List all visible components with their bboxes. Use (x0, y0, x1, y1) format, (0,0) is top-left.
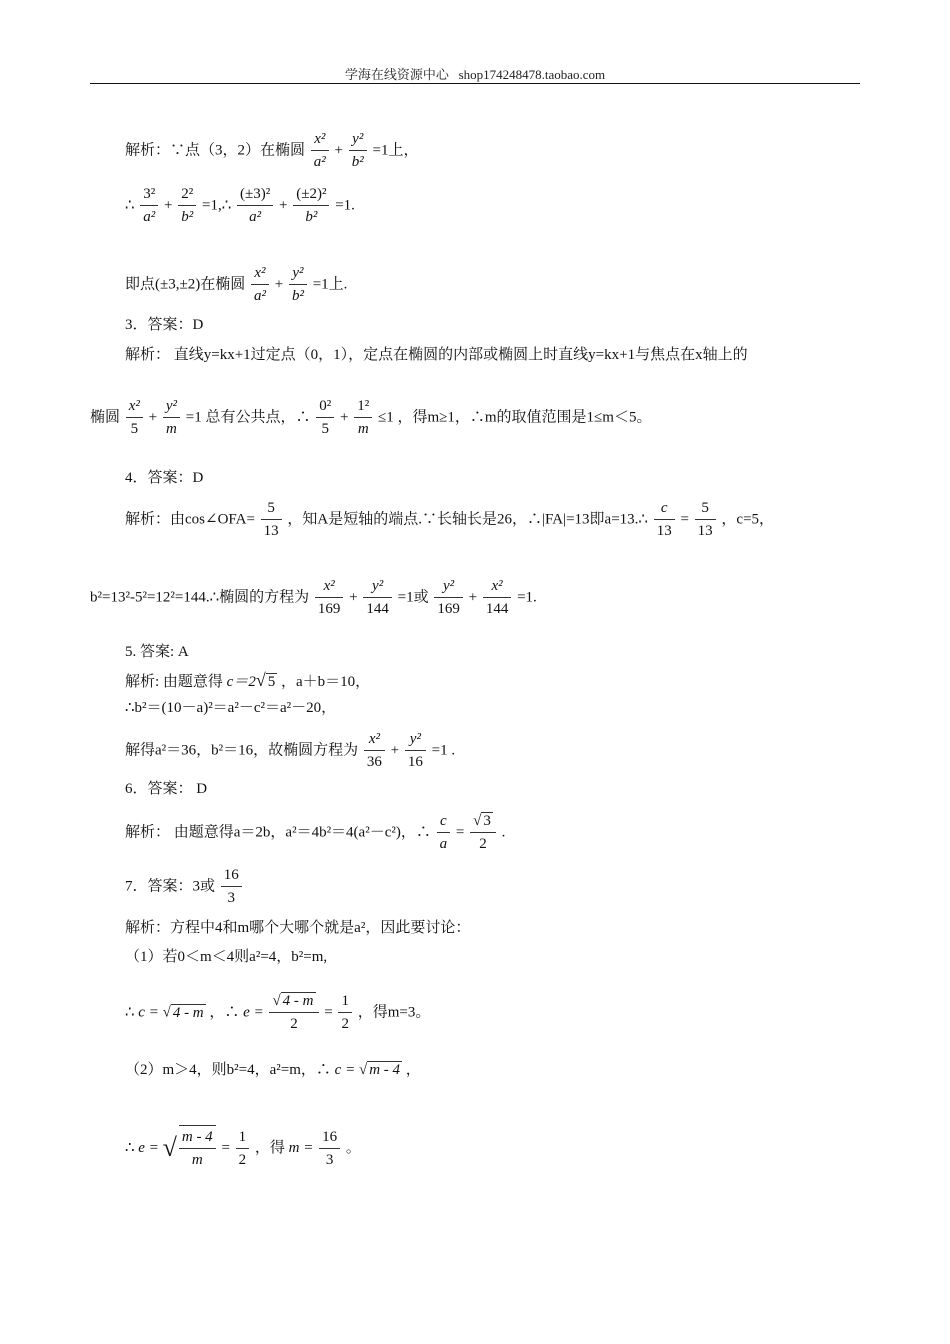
fraction: $\frac{\text{3²}}{\text{a²}}$ (140, 183, 158, 228)
fraction: $\frac{\text{x²}}{36}$ (364, 728, 385, 773)
q6-answer: 6．答案： D (125, 781, 208, 797)
fraction: $\frac{1}{2}$ (236, 1126, 250, 1171)
fraction: $\frac{\text{y²}}{m}$ (163, 395, 180, 440)
q4-explanation-2: b²=13²-5²=12²=144.∴椭圆的方程为 $\frac{\text{x²}}{169}$ + $\frac{\text{y²}}{144}$ =1或 $\frac{\text{y²}}{169}$ + $\frac{\text{x²}}{144}$ =1. (90, 575, 537, 620)
q3-explanation: 解析： 直线y=kx+1过定点（0，1），定点在椭圆的内部或椭圆上时直线y=kx+1与焦点在x轴上的 (125, 347, 748, 363)
q4-explanation: 解析：由cos∠OFA= $\frac{5}{13}$ ，知A是短轴的端点.∵长轴长是26，∴|FA|=13即a=13.∴ $\frac{c}{13}$ = $\frac{5}{13}$ ，c=5， (125, 497, 774, 542)
fraction: $\frac{√ 3}{2}$ (470, 810, 496, 855)
header-title: 学海在线资源中心 (344, 67, 449, 82)
fraction: $\frac{1}{2}$ (338, 990, 352, 1035)
fraction: $\frac{\text{1²}}{m}$ (354, 395, 372, 440)
q6-explanation: 解析： 由题意得a＝2b，a²＝4b²＝4(a²－c²)，∴ $\frac{c}{a}$ = $\frac{√ 3}{2}$ . (125, 810, 505, 855)
fraction: $\frac{c}{a}$ (437, 810, 451, 855)
fraction: $\frac{\text{(±3)²}}{\text{a²}}$ (237, 183, 273, 228)
fraction: $\frac{\text{x²}}{5}$ (126, 395, 143, 440)
q7-answer: 7．答案：3或 $\frac{16}{3}$ (125, 864, 244, 909)
q7-explanation: 解析：方程中4和m哪个大哪个就是a²，因此要讨论： (125, 920, 471, 936)
fraction: $\frac{5}{13}$ (695, 497, 716, 542)
line-3: 即点(±3,±2)在椭圆 $\frac{\text{x²}}{\text{a²}}$ + $\frac{\text{y²}}{\text{b²}}$ =1上. (125, 262, 347, 307)
q5-answer: 5. 答案: A (125, 644, 189, 660)
fraction: $\frac{\text{2²}}{\text{b²}}$ (178, 183, 196, 228)
fraction: $\frac{\text{x²}}{169}$ (315, 575, 344, 620)
fraction: $\frac{\text{0²}}{5}$ (316, 395, 334, 440)
q5-line-2: ∴b²＝(10－a)²＝a²－c²＝a²－20， (125, 700, 337, 716)
q7-case-2: （2）m＞4，则b²=4，a²=m，∴ c = √ m - 4 ， (125, 1062, 421, 1078)
fraction: $\frac{\text{y²}}{144}$ (363, 575, 392, 620)
fraction: $\frac{\text{(±2)²}}{\text{b²}}$ (293, 183, 329, 228)
q7-case-1-solution: ∴ c = √ 4 - m ，∴ e = $\frac{√ 4 - m}{2}$ = $\frac{1}{2}$ ，得m=3。 (125, 990, 430, 1035)
q4-answer: 4．答案：D (125, 470, 204, 486)
fraction: $\frac{\text{y²}}{\text{b²}}$ (289, 262, 307, 307)
header-shop-url: shop174248478.taobao.com (458, 67, 606, 82)
line-2: ∴ $\frac{\text{3²}}{\text{a²}}$ + $\frac{\text{2²}}{\text{b²}}$ =1,∴ $\frac{\text{(±3)²}}{\text{a²}}$ + $\frac{\text{(±2)²}}{\text{b²}}$ =1. (125, 183, 355, 228)
q3-answer: 3．答案：D (125, 317, 204, 333)
q3-explanation-2: 椭圆 $\frac{\text{x²}}{5}$ + $\frac{\text{y²}}{m}$ =1 总有公共点，∴ $\frac{\text{0²}}{5}$ + $\frac{\text{1²}}{m}$ ≤1 ，得m≥1，∴m的取值范围是1≤m＜5。 (90, 395, 651, 440)
q7-case-2-solution: ∴ e = √ $\frac{m - 4}{m}$ = $\frac{1}{2}$ ，得 m = $\frac{16}{3}$ 。 (125, 1125, 361, 1171)
fraction: $\frac{m - 4}{m}$ (179, 1125, 216, 1171)
q5-explanation: 解析: 由题意得 c＝2√ 5 ，a＋b＝10， (125, 670, 371, 690)
fraction: $\frac{\text{x²}}{\text{a²}}$ (311, 128, 329, 173)
fraction: $\frac{\text{y²}}{\text{b²}}$ (349, 128, 367, 173)
fraction: $\frac{\text{y²}}{16}$ (405, 728, 426, 773)
line-1: 解析：∵点（3，2）在椭圆 $\frac{\text{x²}}{\text{a²}}$ + $\frac{\text{y²}}{\text{b²}}$ =1上， (125, 128, 418, 173)
q7-case-1: （1）若0＜m＜4则a²=4，b²=m, (125, 949, 328, 965)
fraction: $\frac{5}{13}$ (261, 497, 282, 542)
fraction: $\frac{\text{x²}}{144}$ (483, 575, 512, 620)
fraction: $\frac{\text{y²}}{169}$ (434, 575, 463, 620)
fraction: $\frac{16}{3}$ (319, 1126, 340, 1171)
q5-line-3: 解得a²＝36，b²＝16，故椭圆方程为 $\frac{\text{x²}}{36}$ + $\frac{\text{y²}}{16}$ =1 . (125, 728, 455, 773)
page-header (0, 64, 950, 83)
fraction: $\frac{√ 4 - m}{2}$ (269, 990, 318, 1035)
header-rule (90, 83, 860, 84)
fraction: $\frac{c}{13}$ (654, 497, 675, 542)
fraction: $\frac{16}{3}$ (221, 864, 242, 909)
fraction: $\frac{\text{x²}}{\text{a²}}$ (251, 262, 269, 307)
